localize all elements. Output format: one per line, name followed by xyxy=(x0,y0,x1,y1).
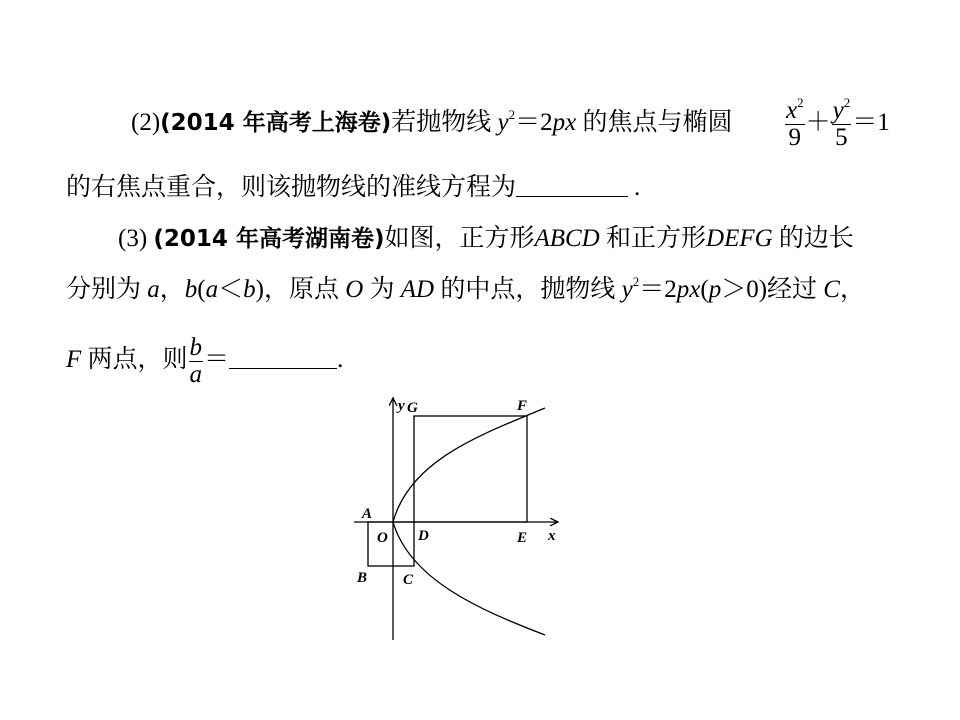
label-F: F xyxy=(517,398,528,414)
comma1: ， xyxy=(159,276,185,303)
p3-p: p xyxy=(708,276,722,303)
ellipse-plus: ＋ xyxy=(805,109,831,136)
label-E: E xyxy=(517,530,528,546)
square-abcd-shape xyxy=(368,522,414,566)
parabola-squares-figure xyxy=(340,390,570,645)
label-A: A xyxy=(362,506,373,522)
problem3-source: (2014 年高考湖南卷) xyxy=(153,226,385,252)
ellipse-frac-y xyxy=(831,94,853,151)
parabola-px: px xyxy=(552,109,577,136)
answer-blank-3 xyxy=(229,346,337,369)
problem3-end: . xyxy=(337,346,344,373)
label-G: G xyxy=(407,400,418,416)
ellipse-den2: 5 xyxy=(835,123,848,151)
var-C: C xyxy=(823,276,840,303)
p3-cond-open: ( xyxy=(700,276,709,303)
square-abcd: ABCD xyxy=(534,225,600,252)
ellipse-frac-x xyxy=(784,94,806,151)
label-y: y xyxy=(398,398,405,414)
paren-close: )，原点 xyxy=(255,276,339,303)
ratio-b-over-a xyxy=(188,335,205,388)
problem3-line1 xyxy=(118,223,854,255)
problem2-number: (2) xyxy=(131,109,161,136)
var-O: O xyxy=(345,276,364,303)
problem3-text1: 如图，正方形 xyxy=(384,225,535,252)
label-D: D xyxy=(418,528,429,544)
label-x: x xyxy=(548,528,556,544)
ellipse-y-exp: 2 xyxy=(843,94,851,110)
problem3-and: 和正方形 xyxy=(606,225,707,252)
comma2: ， xyxy=(839,276,865,303)
label-C: C xyxy=(403,572,414,588)
p3-px: px xyxy=(676,276,701,303)
label-B: B xyxy=(357,570,368,586)
label-O: O xyxy=(377,530,388,546)
var-b: b xyxy=(184,276,198,303)
ellipse-equation xyxy=(784,88,890,158)
problem2-line2-text: 的右焦点重合，则该抛物线的准线方程为 xyxy=(66,174,517,201)
square-defg-shape xyxy=(414,416,527,522)
cond-a: a xyxy=(205,276,219,303)
parabola-rhs: ＝2 xyxy=(515,109,553,136)
p3-rhs: ＝2 xyxy=(639,276,677,303)
cond-b: b xyxy=(243,276,256,303)
var-F: F xyxy=(66,346,82,373)
answer-blank-2 xyxy=(516,174,628,197)
problem2-line2 xyxy=(66,172,640,204)
problem3-text2: 的边长 xyxy=(778,225,854,252)
problem3-l2-a: 分别为 xyxy=(66,276,142,303)
problem2-source: (2014 年高考上海卷) xyxy=(160,110,392,136)
problem3-line3 xyxy=(66,330,343,390)
ellipse-y: y xyxy=(832,96,844,124)
problem3-number: (3) xyxy=(118,225,148,252)
problem2-text2: 的焦点与椭圆 xyxy=(582,109,733,136)
ellipse-rhs: ＝1 xyxy=(852,109,890,136)
equals: ＝ xyxy=(204,346,230,373)
parabola-exp: 2 xyxy=(508,107,516,122)
less-than: ＜ xyxy=(218,276,244,303)
l3-text: 两点，则 xyxy=(87,346,188,373)
parabola-y: y xyxy=(497,109,509,136)
var-a: a xyxy=(147,276,160,303)
p3-exp: 2 xyxy=(632,274,640,289)
square-defg: DEFG xyxy=(706,225,773,252)
problem2-end: . xyxy=(634,174,641,201)
ellipse-den1: 9 xyxy=(788,123,802,151)
segment-AD: AD xyxy=(400,276,435,303)
p3-cond: ＞0)经过 xyxy=(721,276,818,303)
frac-den: a xyxy=(189,360,203,388)
frac-num: b xyxy=(189,333,203,361)
problem3-line2 xyxy=(66,274,865,306)
paren-open: ( xyxy=(197,276,206,303)
l2-mid: 为 xyxy=(369,276,395,303)
p3-y: y xyxy=(621,276,633,303)
ellipse-x: x xyxy=(786,96,798,124)
ellipse-x-exp: 2 xyxy=(797,94,804,110)
problem2-text1: 若抛物线 xyxy=(391,109,492,136)
l2-mid2: 的中点，抛物线 xyxy=(440,276,616,303)
problem2-line1 xyxy=(131,107,732,139)
